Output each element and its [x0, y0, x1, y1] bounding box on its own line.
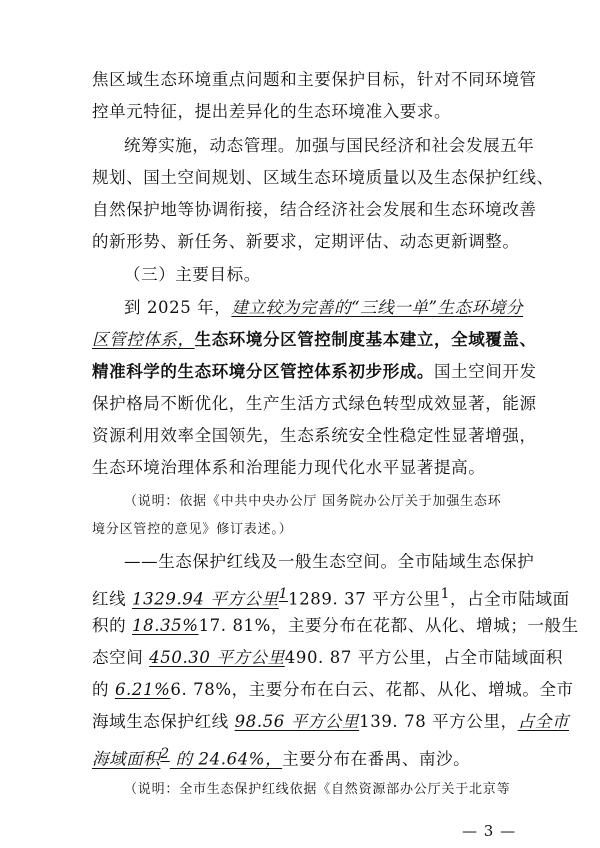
- text-run: 6. 78%: [170, 680, 232, 699]
- revised-text: 6.21%: [114, 680, 171, 699]
- text-run: 国土空间开发: [434, 362, 537, 381]
- paragraph-line: 统筹实施，动态管理。加强与国民经济和社会发展五年: [124, 136, 535, 155]
- text-run: 1289. 37 平方公里: [288, 589, 441, 609]
- paragraph-line: [92, 330, 537, 350]
- text-run: 139. 78 平方公里: [359, 712, 501, 731]
- footnote-mark: 1: [440, 586, 450, 602]
- paragraph-line: [92, 616, 579, 636]
- text-run: 红线: [92, 589, 133, 609]
- paragraph-line: [92, 712, 569, 732]
- revised-text: 98.56 平方公里: [234, 712, 360, 731]
- text-run: ，占全市陆域面: [449, 589, 570, 609]
- paragraph-line: [124, 298, 523, 318]
- revised-text: 占全市: [517, 712, 569, 731]
- text-run: 积的: [92, 616, 133, 635]
- paragraph-line: 资源利用效率全国领先，生态系统安全性稳定性显著增强，: [92, 426, 537, 445]
- footnote-mark: 1: [278, 586, 289, 602]
- note-line: （说明：依据《中共中央办公厅 国务院办公厅关于加强生态环: [124, 494, 502, 509]
- note-line: （说明：全市生态保护红线依据《自然资源部办公厅关于北京等: [124, 782, 511, 797]
- revised-text: 海域面积: [92, 749, 161, 769]
- bold-text: 生态环境分区管控制度基本建立，全域覆盖、: [194, 330, 537, 349]
- text-run: 490. 87 平方公里: [284, 648, 427, 667]
- text-run: 主要分布在番禺、南沙。: [282, 749, 471, 769]
- paragraph-line: [92, 744, 470, 770]
- paragraph-line: 生态环境治理体系和治理能力现代化水平显著提高。: [92, 458, 486, 477]
- text-run: 17. 81%: [198, 616, 271, 635]
- paragraph-line: 保护格局不断优化，生产生活方式绿色转型成效显著，能源: [92, 394, 537, 413]
- paragraph-line: [92, 648, 563, 668]
- bold-text: 精准科学的生态环境分区管控体系初步形成。: [92, 362, 434, 381]
- text-run: 海域生态保护红线: [92, 712, 235, 731]
- paragraph-line: [92, 680, 574, 700]
- revised-text: 18.35%: [132, 616, 199, 635]
- paragraph-line: 控单元特征，提出差异化的生态环境准入要求。: [92, 102, 452, 121]
- paragraph-line: 规划、国土空间规划、区域生态环境质量以及生态保护红线、: [92, 168, 554, 187]
- text-run: 到 2025 年，: [124, 298, 232, 317]
- footnote-mark: 2: [160, 746, 170, 762]
- page-number: — 3 —: [462, 822, 517, 840]
- paragraph-line: [92, 584, 570, 610]
- paragraph-line: 自然保护地等协调衔接，结合经济社会发展和生态环境改善: [92, 200, 537, 219]
- note-line: 境分区管控的意见》修订表述。）: [92, 522, 293, 537]
- revised-text: 区管控体系，: [92, 330, 195, 349]
- paragraph-line: 焦区域生态环境重点问题和主要保护目标，针对不同环境管: [92, 70, 537, 89]
- revised-text: 1329.94 平方公里: [132, 589, 279, 609]
- text-run: ，主要分布在白云、花都、从化、增城。全市: [231, 680, 574, 699]
- text-run: ，主要分布在花都、从化、增城；一般生: [270, 616, 579, 635]
- revised-text: 建立较为完善的“三线一单”生态环境分: [231, 298, 524, 317]
- text-run: 态空间: [92, 648, 150, 667]
- section-heading: （三）主要目标。: [124, 265, 261, 284]
- paragraph-line: 的新形势、新任务、新要求，定期评估、动态更新调整。: [92, 232, 520, 251]
- revised-text: 450.30 平方公里: [149, 648, 285, 667]
- paragraph-line: [92, 362, 537, 382]
- paragraph-line: ——生态保护红线及一般生态空间。全市陆域生态保护: [124, 552, 535, 571]
- text-run: ，占全市陆域面积: [426, 648, 563, 667]
- text-run: 的: [92, 680, 115, 699]
- revised-text: 的 24.64%，: [169, 749, 283, 769]
- text-run: ，: [500, 712, 518, 731]
